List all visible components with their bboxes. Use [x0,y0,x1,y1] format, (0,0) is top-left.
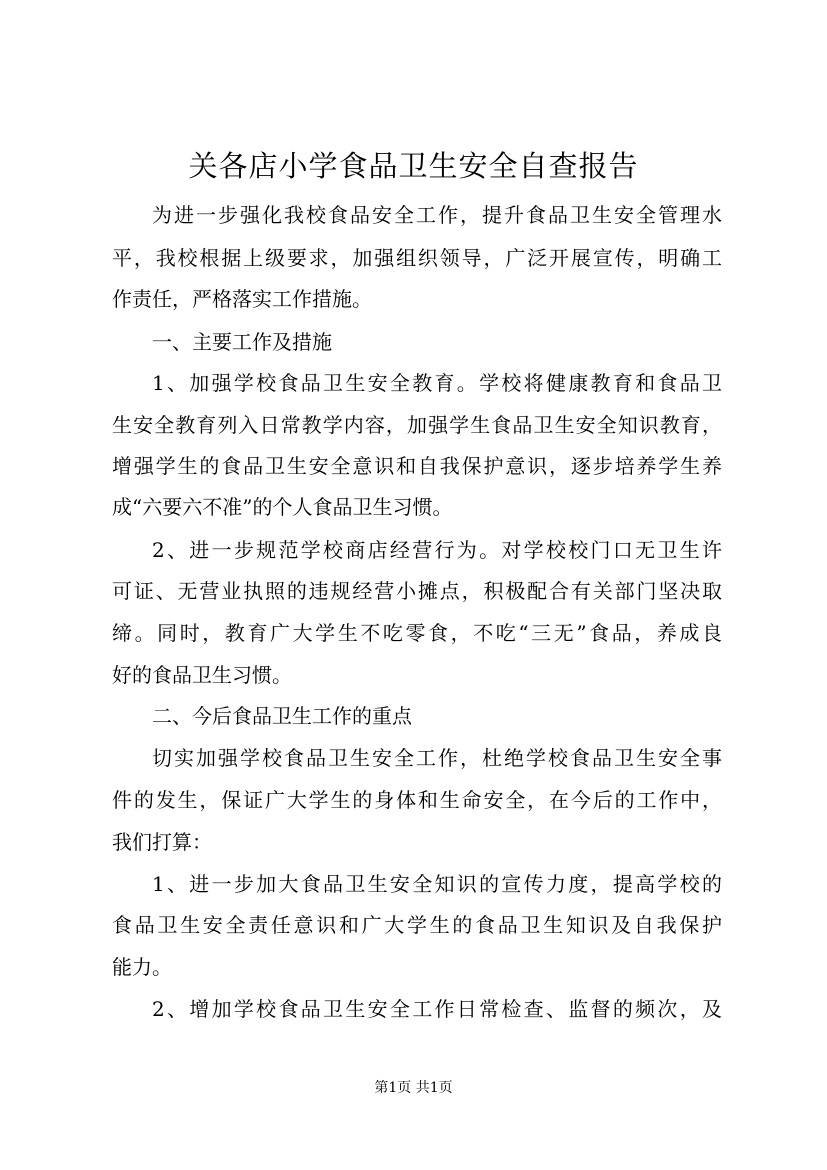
section-heading: 一、主要工作及措施 [152,330,332,354]
paragraph-line: 我们打算： [112,830,212,854]
paragraph-line: 1、进一步加大食品卫生安全知识的宣传力度，提高学校的 [152,872,722,896]
paragraph-line: 件的发生，保证广大学生的身体和生命安全，在今后的工作中， [112,788,722,812]
paragraph-line: 1、加强学校食品卫生安全教育。学校将健康教育和食品卫 [152,371,722,395]
paragraph-line: 缔。同时，教育广大学生不吃零食，不吃“三无”食品，养成良 [112,621,722,645]
section-heading: 二、今后食品卫生工作的重点 [152,704,412,728]
paragraph-line: 能力。 [112,955,172,979]
paragraph-line: 好的食品卫生习惯。 [112,663,292,687]
page-footer: 第1页 共1页 [374,1080,453,1096]
document-title: 关各店小学食品卫生安全自查报告 [188,149,639,183]
paragraph-line: 2、增加学校食品卫生安全工作日常检查、监督的频次，及 [152,997,722,1021]
paragraph-line: 成“六要六不准”的个人食品卫生习惯。 [112,495,453,519]
paragraph-line: 可证、无营业执照的违规经营小摊点，积极配合有关部门坚决取 [112,579,722,603]
paragraph-line: 作责任，严格落实工作措施。 [112,287,372,311]
paragraph-line: 生安全教育列入日常教学内容，加强学生食品卫生安全知识教育， [112,413,722,437]
paragraph-line: 2、进一步规范学校商店经营行为。对学校校门口无卫生许 [152,538,722,562]
paragraph-line: 增强学生的食品卫生安全意识和自我保护意识，逐步培养学生养 [112,454,722,478]
paragraph-line: 为进一步强化我校食品安全工作，提升食品卫生安全管理水 [152,203,722,227]
paragraph-line: 食品卫生安全责任意识和广大学生的食品卫生知识及自我保护 [112,913,722,937]
paragraph-line: 平，我校根据上级要求，加强组织领导，广泛开展宣传，明确工 [112,246,722,270]
paragraph-line: 切实加强学校食品卫生安全工作，杜绝学校食品卫生安全事 [152,746,722,770]
